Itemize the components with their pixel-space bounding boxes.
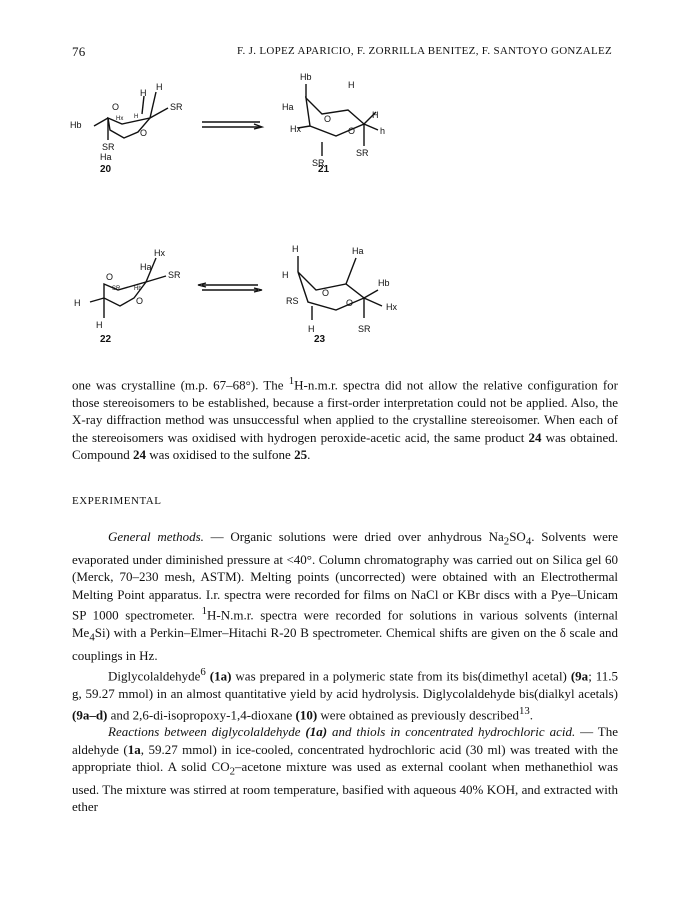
atom-label: h bbox=[380, 126, 386, 136]
atom-label: O bbox=[324, 114, 332, 124]
atom-label: Hx bbox=[290, 124, 301, 134]
atom-label: O bbox=[140, 128, 148, 138]
atom-label: Ha bbox=[352, 246, 364, 256]
page-number: 76 bbox=[72, 44, 86, 59]
paragraph-stereoisomers: one was crystalline (m.p. 67–68°). The $^1$H-n.m.r. spectra did not allow the relative configuration for those stereoisomers to be established, because a first-order interpretation could not be applied. Also, the X-ray diffraction method was unsuccessful when applied to the crystalline stereoisomer. When each of the stereoisomers was oxidised with hydrogen peroxide-acetic acid, the same product 24 was obtained. Compound 24 was oxidised to the sulfone 25. bbox=[72, 375, 619, 462]
atom-label: SR bbox=[170, 102, 183, 112]
atom-label: Hx bbox=[116, 116, 124, 122]
atom-label: Hb bbox=[300, 72, 312, 82]
compound-number-23: 23 bbox=[314, 334, 326, 345]
running-title: F. J. LOPEZ APARICIO, F. ZORRILLA BENITEZ, F. SANTOYO GONZALEZ bbox=[237, 45, 612, 57]
atom-label: H bbox=[282, 270, 289, 280]
atom-label: O bbox=[106, 272, 114, 282]
paragraph-reactions: Reactions between diglycolaldehyde (1a) and thiols in concentrated hydrochloric acid. — The aldehyde (1a, 59.27 mmol) in ice-cooled, concentrated hydrochloric acid (30 ml) was treated with the appropriate thiol. A solid $CO_2$–acetone mixture was used as external coolant when methanethiol was used. The mixture was stirred at room temperature, basified with aqueous 40% KOH, and extracted with ether bbox=[72, 724, 619, 815]
paragraph-general-methods: General methods. — Organic solutions were dried over anhydrous $Na_2SO_4$. Solvents were evaporated under diminished pressure at <40°. Column chromatography was carried out on Silica gel 60 (Merck, 70–230 mesh, ASTM). Melting points (uncorrected) were obtained with an Electrothermal Melting Point apparatus. I.r. spectra were recorded for films on NaCl or KBr discs with a Pye–Unicam SP 1000 spectrometer. $^1$H-N.m.r. spectra were recorded for solutions in various solvents (internal $Me_4Si$) with a Perkin–Elmer–Hitachi R-20 B spectrometer. Chemical shifts are given on the δ scale and couplings in Hz. bbox=[72, 529, 618, 663]
atom-label: H bbox=[348, 80, 355, 90]
compound-number-21: 21 bbox=[318, 164, 330, 175]
compound-number-22: 22 bbox=[100, 334, 112, 345]
atom-label: RS bbox=[286, 296, 299, 306]
atom-label: Hx bbox=[386, 302, 397, 312]
atom-label: SR bbox=[168, 270, 181, 280]
atom-label: Ha bbox=[140, 262, 152, 272]
experimental-body bbox=[72, 528, 618, 816]
atom-label: H bbox=[292, 244, 299, 254]
atom-label: H bbox=[134, 114, 139, 120]
atom-label: O bbox=[112, 102, 120, 112]
atom-label: Hx bbox=[154, 248, 165, 258]
atom-label: O bbox=[136, 296, 144, 306]
atom-label: Ha bbox=[282, 102, 294, 112]
atom-label: SR bbox=[112, 286, 121, 292]
atom-label: O bbox=[346, 298, 354, 308]
atom-label: SR bbox=[102, 142, 115, 152]
atom-label: O bbox=[322, 288, 330, 298]
atom-label: O bbox=[348, 126, 356, 136]
atom-label: H bbox=[308, 324, 315, 334]
atom-label: H bbox=[96, 320, 103, 330]
paragraph-diglycolaldehyde: Diglycolaldehyde$^6$ (1a) was prepared in a polymeric state from its bis(dimethyl acetal) (9a; 11.5 g, 59.27 mmol) in an almost quantitative yield by acid hydrolysis. Diglycolaldehyde bis(dialkyl acetals) (9a–d) and 2,6-di-isopropoxy-1,4-dioxane (10) were obtained as previously described$^{13}$. bbox=[72, 666, 619, 722]
atom-label: H bbox=[140, 88, 147, 98]
atom-label: SR bbox=[312, 158, 325, 168]
atom-label: Hb bbox=[378, 278, 390, 288]
atom-label: Hb bbox=[134, 286, 142, 292]
atom-label: SR bbox=[358, 324, 371, 334]
atom-label: H bbox=[74, 298, 81, 308]
reaction-scheme bbox=[60, 70, 620, 360]
atom-label: H bbox=[156, 82, 163, 92]
atom-label: SR bbox=[356, 148, 369, 158]
compound-number-20: 20 bbox=[100, 164, 112, 175]
atom-label: Hb bbox=[70, 120, 82, 130]
section-heading: EXPERIMENTAL bbox=[72, 495, 162, 507]
atom-label: H bbox=[372, 110, 379, 120]
atom-label: Ha bbox=[100, 152, 112, 162]
